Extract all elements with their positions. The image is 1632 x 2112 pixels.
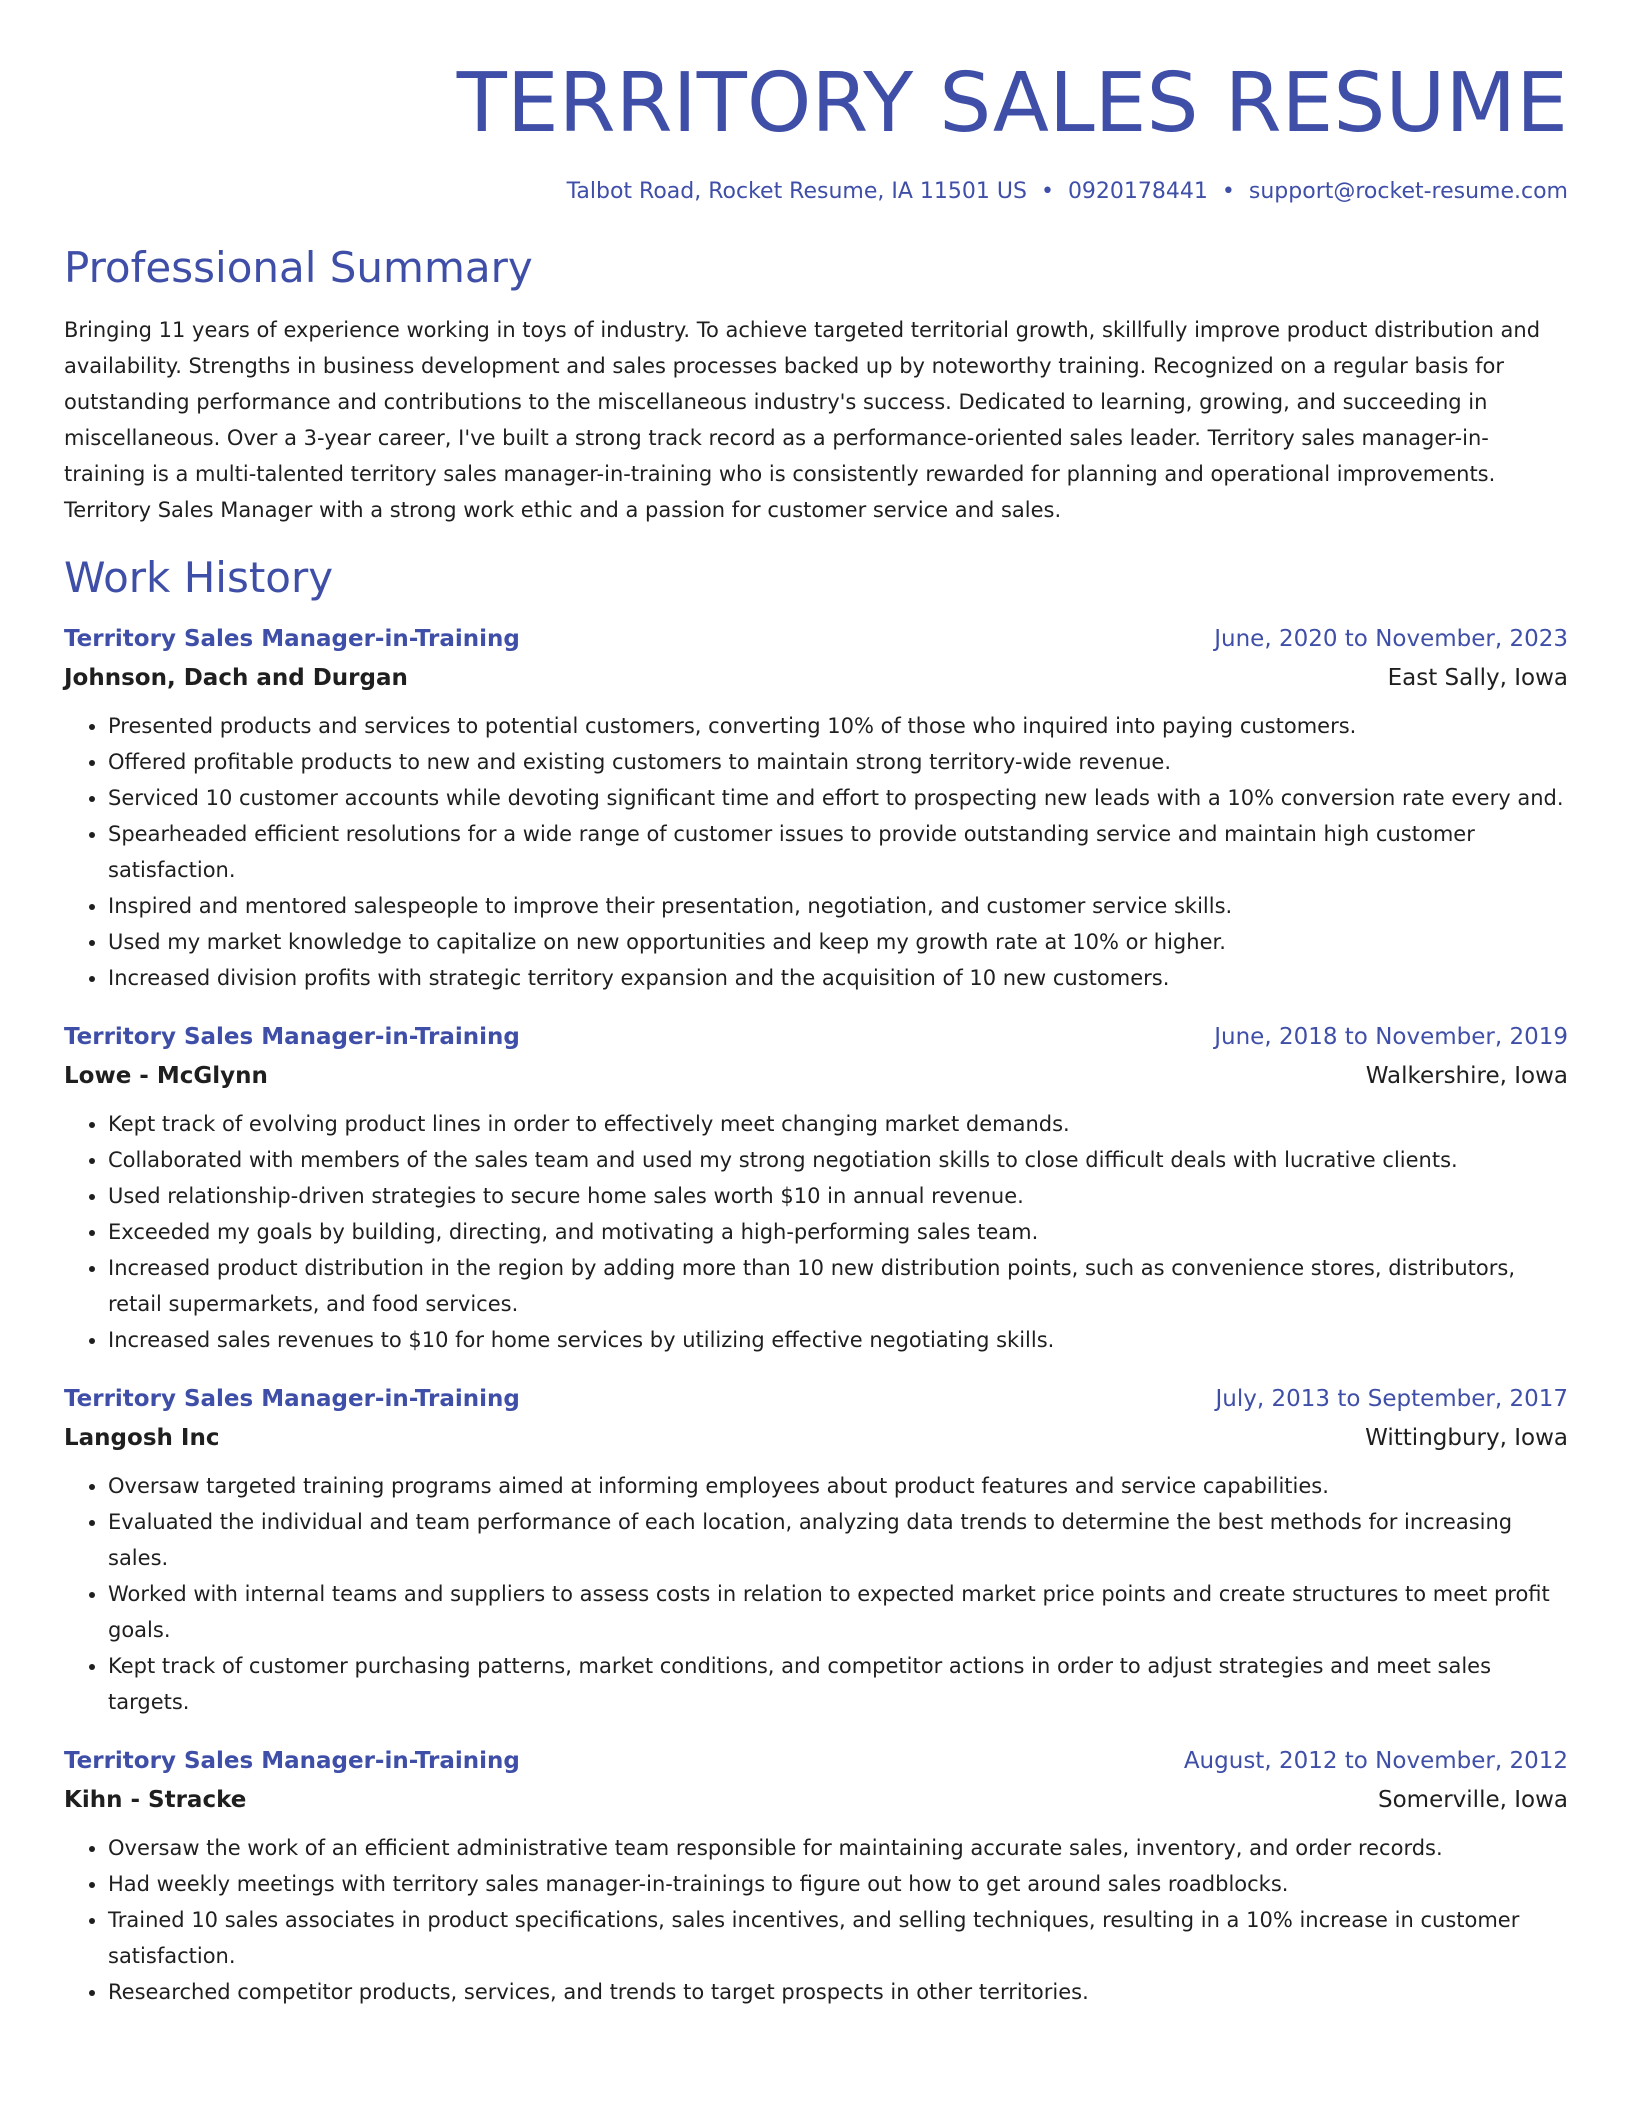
job-bullet: • Offered profitable products to new and existing customers to maintain strong territory-wide revenue. [108, 744, 1568, 780]
job-title: Territory Sales Manager-in-Training [64, 1024, 520, 1050]
resume-header [64, 56, 1568, 208]
job-bullet: • Researched competitor products, services, and trends to target prospects in other territories. [108, 1974, 1568, 2010]
job-bullet: • Used relationship-driven strategies to secure home sales worth $10 in annual revenue. [108, 1178, 1568, 1214]
job-title-row [64, 1380, 1568, 1419]
job-bullet-list [64, 708, 1568, 996]
job-bullet: • Evaluated the individual and team performance of each location, analyzing data trends to determine the best methods for increasing sales. [108, 1504, 1568, 1576]
job-company: Lowe - McGlynn [64, 1063, 268, 1089]
work-history-heading: Work History [64, 553, 334, 602]
job-bullet: • Inspired and mentored salespeople to improve their presentation, negotiation, and customer service skills. [108, 888, 1568, 924]
contact-phone: 0920178441 [1067, 179, 1208, 204]
job-title-row [64, 620, 1568, 659]
job-bullet: • Kept track of evolving product lines in order to effectively meet changing market demands. [108, 1106, 1568, 1142]
job-bullet-list [64, 1468, 1568, 1720]
job-bullet: • Oversaw the work of an efficient administrative team responsible for maintaining accurate sales, inventory, and order records. [108, 1830, 1568, 1866]
summary-heading: Professional Summary [64, 243, 533, 292]
job-bullet-list [64, 1830, 1568, 2010]
job-company-row [64, 1781, 1568, 1820]
job-title: Territory Sales Manager-in-Training [64, 1386, 520, 1412]
job-title: Territory Sales Manager-in-Training [64, 1748, 520, 1774]
job-bullet: • Increased sales revenues to $10 for home services by utilizing effective negotiating skills. [108, 1322, 1568, 1358]
contact-separator: • [1221, 179, 1235, 204]
job-dates: June, 2020 to November, 2023 [1214, 626, 1568, 652]
job-company: Kihn - Stracke [64, 1787, 247, 1813]
job-dates: July, 2013 to September, 2017 [1215, 1386, 1568, 1412]
job-bullet: • Exceeded my goals by building, directing, and motivating a high-performing sales team. [108, 1214, 1568, 1250]
job-bullet: • Presented products and services to potential customers, converting 10% of those who inquired into paying customers. [108, 708, 1568, 744]
job-entry [64, 1380, 1568, 1720]
job-bullet: • Had weekly meetings with territory sales manager-in-trainings to figure out how to get around sales roadblocks. [108, 1866, 1568, 1902]
job-bullet: • Increased product distribution in the region by adding more than 10 new distribution points, such as convenience stores, distributors, retail supermarkets, and food services. [108, 1250, 1568, 1322]
work-history-list [64, 620, 1568, 2010]
job-bullet: • Trained 10 sales associates in product specifications, sales incentives, and selling techniques, resulting in a 10% increase in customer satisfaction. [108, 1902, 1568, 1974]
job-dates: June, 2018 to November, 2019 [1214, 1024, 1568, 1050]
contact-separator: • [1040, 179, 1054, 204]
job-entry [64, 1742, 1568, 2010]
contact-line [64, 176, 1568, 208]
job-company-row [64, 659, 1568, 698]
job-location: Somerville, Iowa [1378, 1787, 1568, 1813]
contact-address: Talbot Road, Rocket Resume, IA 11501 US [566, 179, 1027, 204]
job-company: Johnson, Dach and Durgan [64, 665, 408, 691]
job-bullet: • Spearheaded efficient resolutions for a wide range of customer issues to provide outstanding service and maintain high customer satisfaction. [108, 816, 1568, 888]
resume-name: TERRITORY SALES RESUME [456, 56, 1568, 151]
job-bullet: • Oversaw targeted training programs aimed at informing employees about product features and service capabilities. [108, 1468, 1568, 1504]
job-bullet: • Worked with internal teams and suppliers to assess costs in relation to expected market price points and create structures to meet profit goals. [108, 1576, 1568, 1648]
job-bullet: • Kept track of customer purchasing patterns, market conditions, and competitor actions in order to adjust strategies and meet sales targets. [108, 1648, 1568, 1720]
job-bullet: • Serviced 10 customer accounts while devoting significant time and effort to prospecting new leads with a 10% conversion rate every and. [108, 780, 1568, 816]
job-company: Langosh Inc [64, 1425, 220, 1451]
job-company-row [64, 1057, 1568, 1096]
job-dates: August, 2012 to November, 2012 [1183, 1748, 1568, 1774]
job-bullet: • Increased division profits with strategic territory expansion and the acquisition of 10 new customers. [108, 960, 1568, 996]
job-bullet-list [64, 1106, 1568, 1358]
job-bullet: • Used my market knowledge to capitalize on new opportunities and keep my growth rate at 10% or higher. [108, 924, 1568, 960]
job-location: East Sally, Iowa [1387, 665, 1568, 691]
job-bullet: • Collaborated with members of the sales team and used my strong negotiation skills to close difficult deals with lucrative clients. [108, 1142, 1568, 1178]
job-title-row [64, 1018, 1568, 1057]
job-title: Territory Sales Manager-in-Training [64, 626, 520, 652]
job-entry [64, 1018, 1568, 1358]
contact-email[interactable]: support@rocket-resume.com [1248, 179, 1568, 204]
job-entry [64, 620, 1568, 996]
summary-text: Bringing 11 years of experience working in toys of industry. To achieve targeted territorial growth, skillfully improve product distribution and availability. Strengths in business development and sales processes backed up by noteworthy training. Recognized on a regular basis for outstanding performance and contributions to the miscellaneous industry's success. Dedicated to learning, growing, and succeeding in miscellaneous. Over a 3-year career, I've built a strong track record as a performance-oriented sales leader. Territory sales manager-in-training is a multi-talented territory sales manager-in-training who is consistently rewarded for planning and operational improvements. Territory Sales Manager with a strong work ethic and a passion for customer service and sales. [64, 318, 1541, 522]
job-company-row [64, 1419, 1568, 1458]
job-location: Walkershire, Iowa [1365, 1063, 1568, 1089]
job-title-row [64, 1742, 1568, 1781]
job-location: Wittingbury, Iowa [1365, 1425, 1568, 1451]
